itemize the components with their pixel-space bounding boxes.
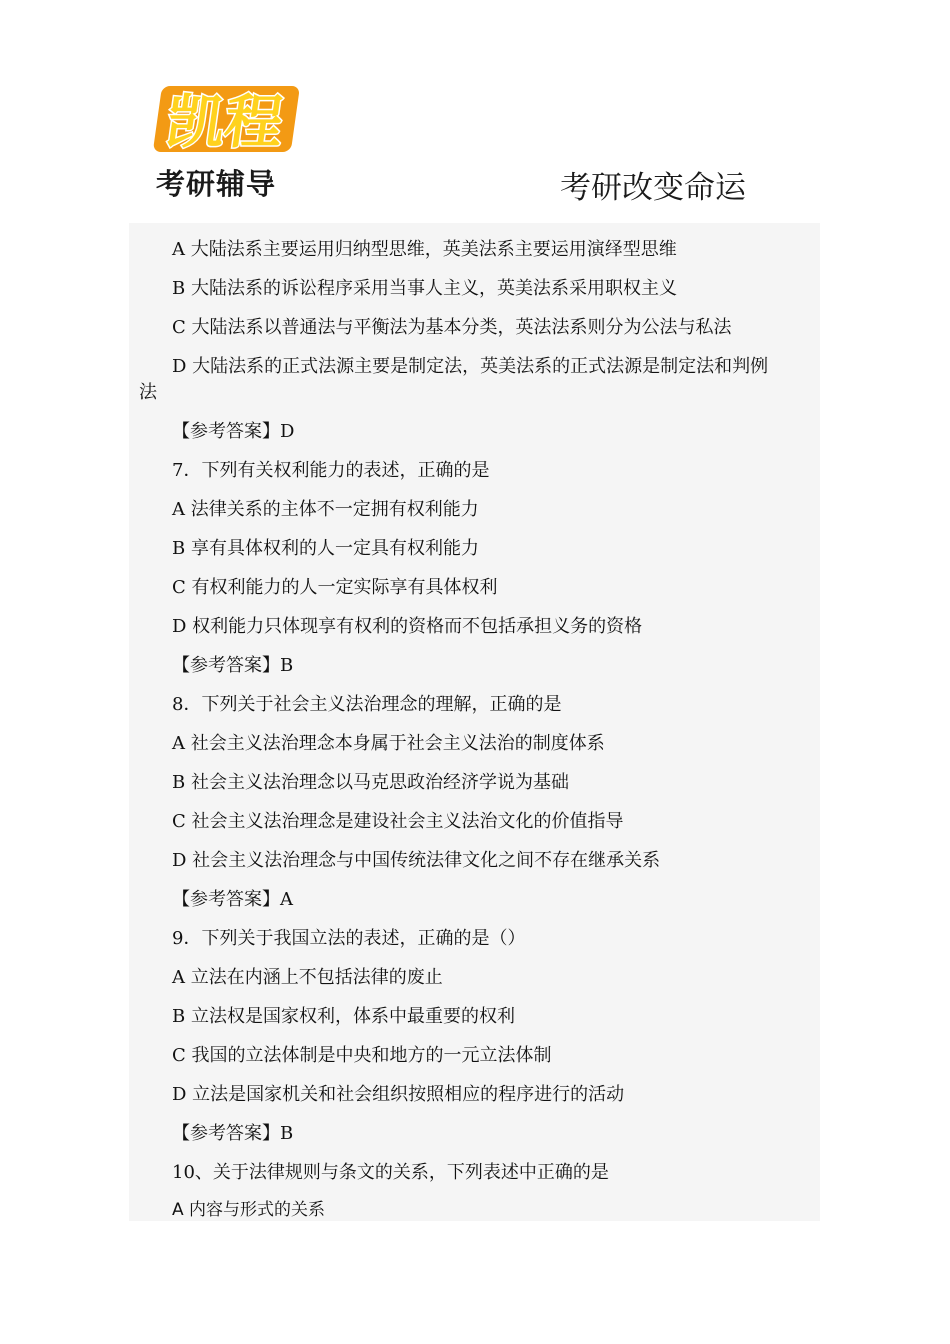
option-line: A 立法在内涵上不包括法律的废止: [172, 967, 443, 988]
question-line: 7．下列有关权利能力的表述，正确的是: [172, 460, 490, 481]
document-content: [129, 223, 820, 1221]
answer-line: 【参考答案】B: [172, 655, 294, 676]
option-line: B 大陆法系的诉讼程序采用当事人主义，英美法系采用职权主义: [172, 278, 677, 299]
option-line: C 有权利能力的人一定实际享有具体权利: [172, 577, 498, 598]
option-line: D 权利能力只体现享有权利的资格而不包括承担义务的资格: [172, 616, 643, 637]
option-line-continuation: 法: [139, 382, 157, 403]
logo-text: 凯程: [162, 88, 288, 156]
option-line: C 我国的立法体制是中央和地方的一元立法体制: [172, 1045, 552, 1066]
option-line: C 大陆法系以普通法与平衡法为基本分类，英法法系则分为公法与私法: [172, 317, 732, 338]
logo-mark: [150, 72, 310, 162]
option-line: D 社会主义法治理念与中国传统法律文化之间不存在继承关系: [172, 850, 661, 871]
answer-line: 【参考答案】A: [172, 889, 293, 910]
option-line: C 社会主义法治理念是建设社会主义法治文化的价值指导: [172, 811, 624, 832]
question-line: 8．下列关于社会主义法治理念的理解，正确的是: [172, 694, 562, 715]
option-line: A 大陆法系主要运用归纳型思维，英美法系主要运用演绎型思维: [172, 239, 677, 260]
option-line: B 享有具体权利的人一定具有权利能力: [172, 538, 479, 559]
option-line: D 立法是国家机关和社会组织按照相应的程序进行的活动: [172, 1084, 625, 1105]
option-line: A 法律关系的主体不一定拥有权利能力: [172, 499, 479, 520]
option-line: B 社会主义法治理念以马克思政治经济学说为基础: [172, 772, 569, 793]
question-line: 10、关于法律规则与条文的关系，下列表述中正确的是: [172, 1162, 609, 1183]
option-line: B 立法权是国家权利，体系中最重要的权利: [172, 1006, 515, 1027]
option-line: A 内容与形式的关系: [172, 1200, 326, 1220]
slogan: 考研改变命运: [560, 170, 746, 206]
option-line: D 大陆法系的正式法源主要是制定法，英美法系的正式法源是制定法和判例: [172, 356, 769, 377]
question-line: 9．下列关于我国立法的表述，正确的是（）: [172, 928, 526, 949]
answer-line: 【参考答案】D: [172, 421, 295, 442]
kaicheng-logo: [150, 72, 310, 202]
logo-subtitle: 考研辅导: [156, 167, 277, 201]
answer-line: 【参考答案】B: [172, 1123, 294, 1144]
option-line: A 社会主义法治理念本身属于社会主义法治的制度体系: [172, 733, 605, 754]
